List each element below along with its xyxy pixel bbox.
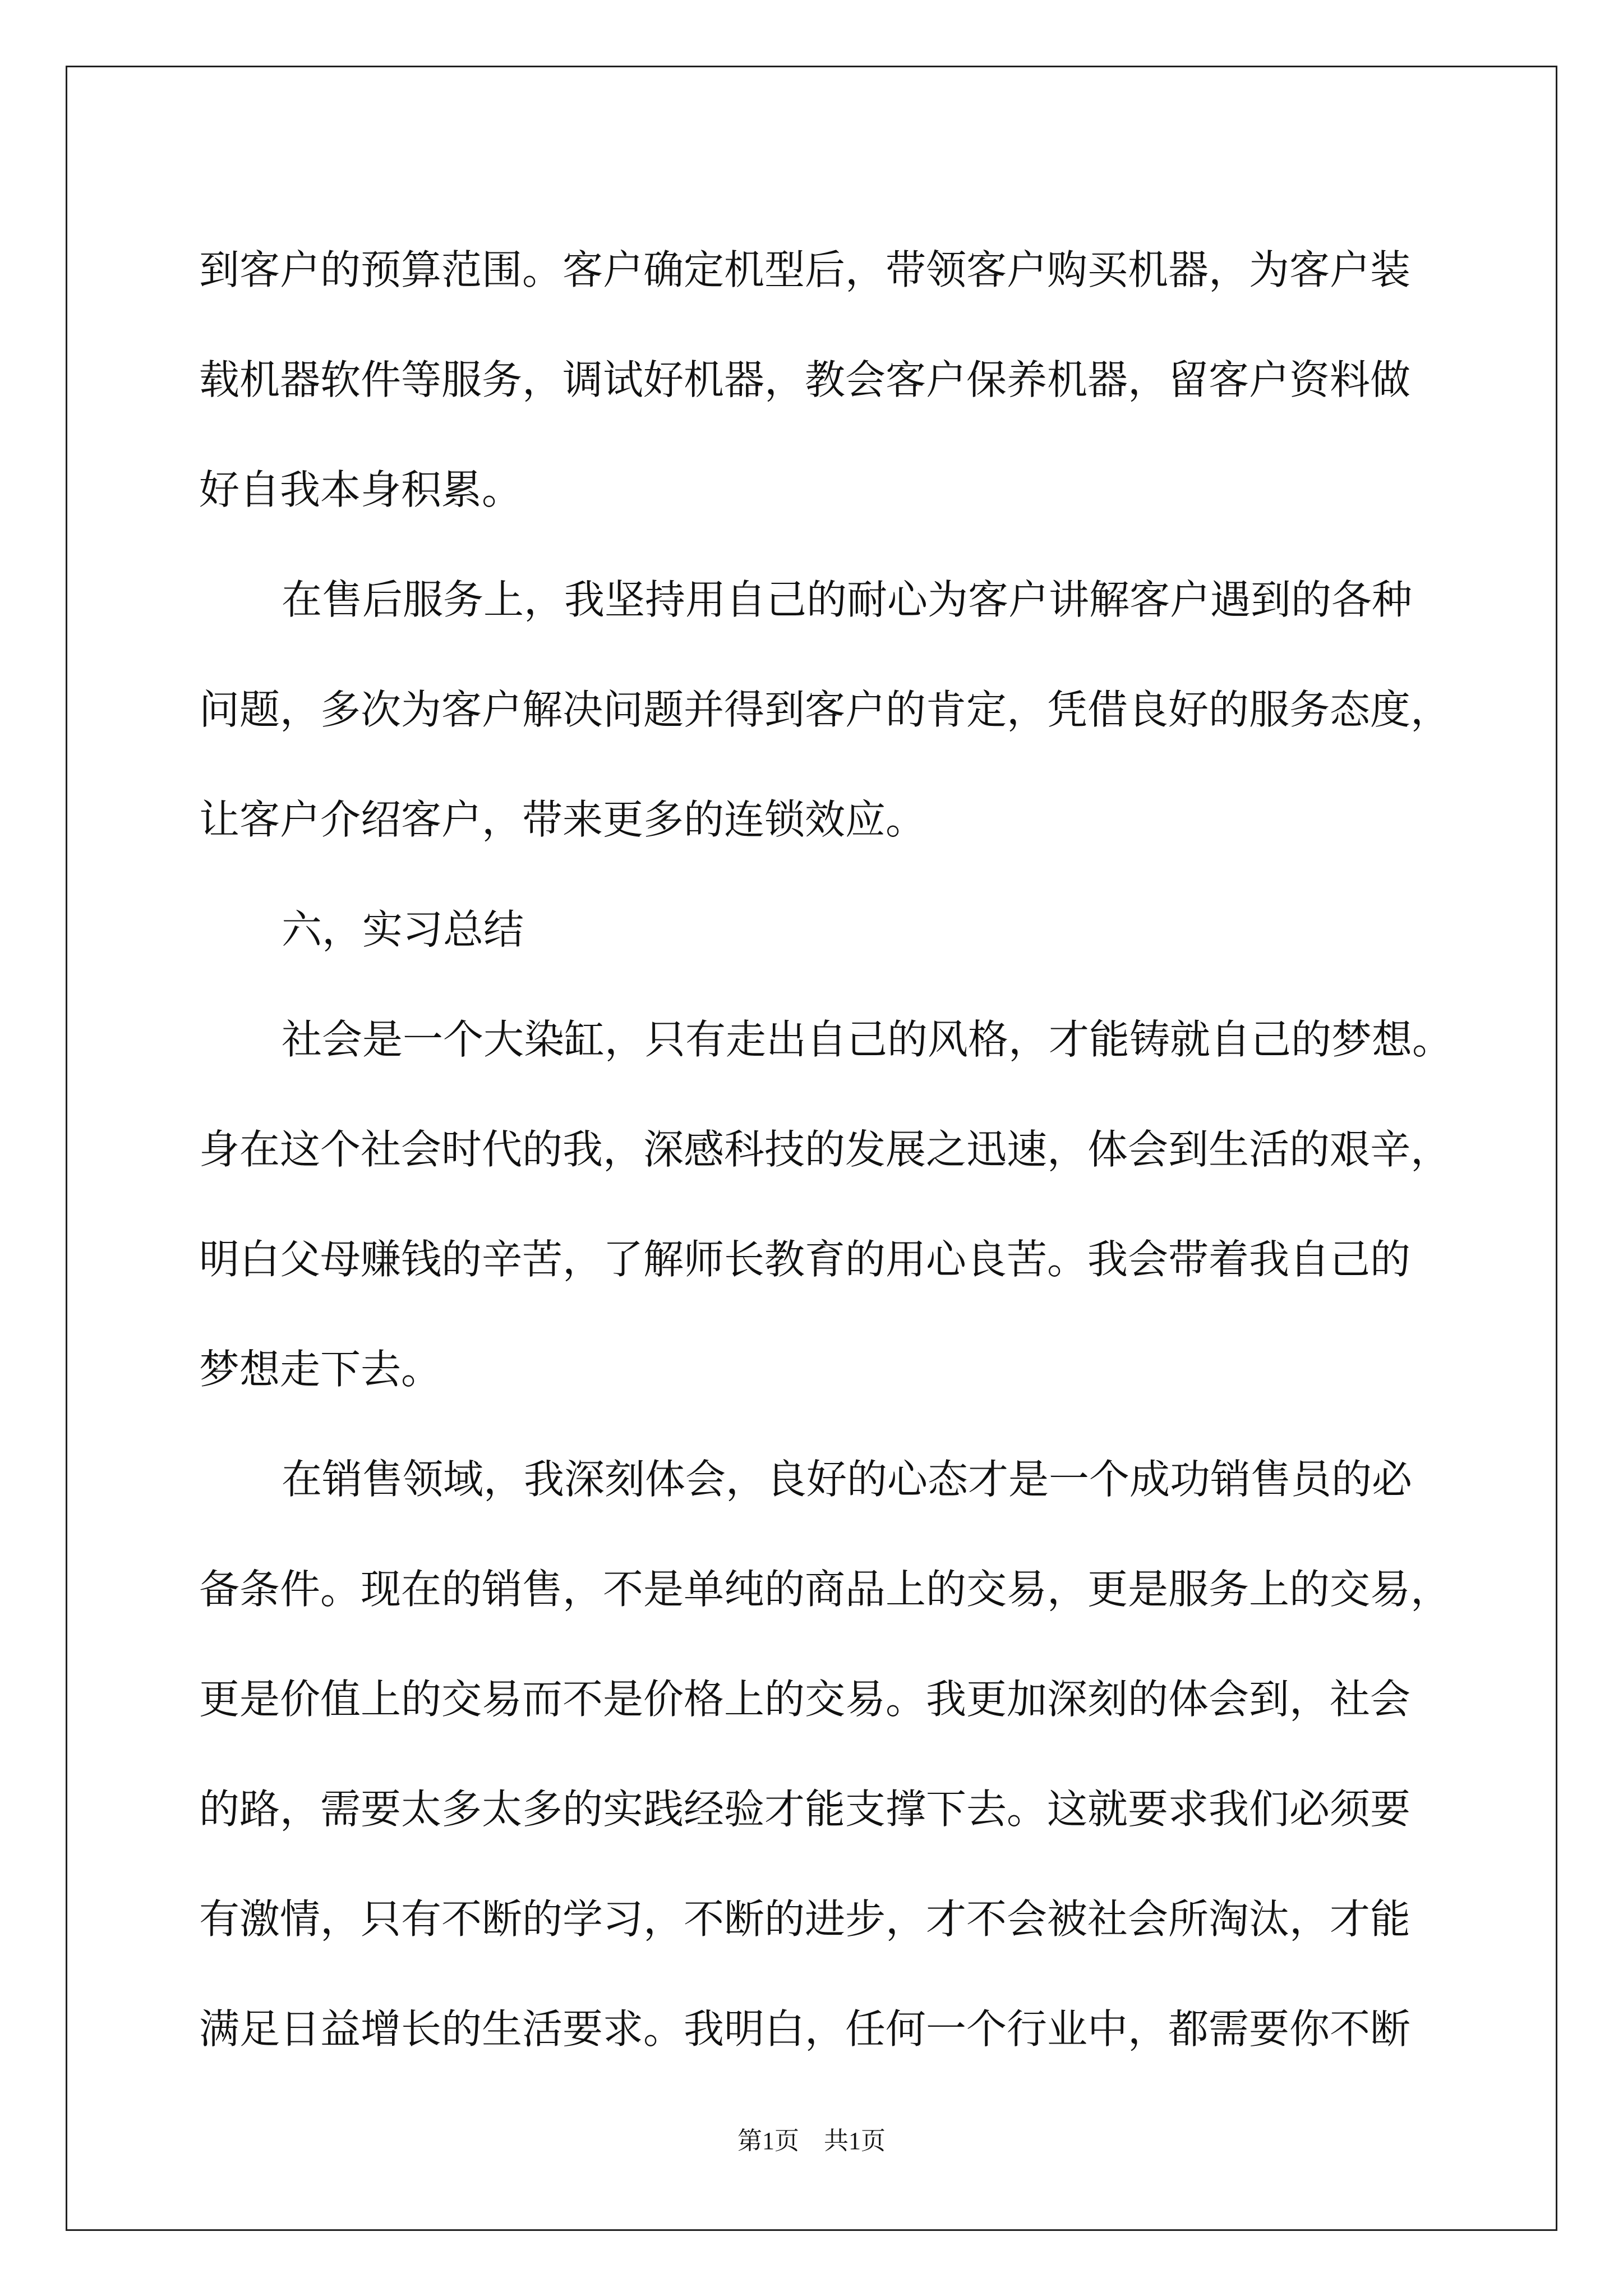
paragraph-start-line: 在销售领域，我深刻体会，良好的心态才是一个成功销售员的必 xyxy=(282,1456,1413,1503)
text-line: 备条件。现在的销售，不是单纯的商品上的交易，更是服务上的交易， xyxy=(199,1566,1451,1613)
page-number-footer: 第1页 共1页 xyxy=(737,2127,886,2155)
text-line: 梦想走下去。 xyxy=(199,1346,442,1393)
text-line: 载机器软件等服务，调试好机器，教会客户保养机器，留客户资料做 xyxy=(199,356,1411,403)
text-line: 让客户介绍客户，带来更多的连锁效应。 xyxy=(199,796,926,843)
text-line: 的路，需要太多太多的实践经验才能支撑下去。这就要求我们必须要 xyxy=(199,1786,1411,1833)
section-heading: 六，实习总结 xyxy=(282,906,524,953)
paragraph-start-line: 社会是一个大染缸，只有走出自己的风格，才能铸就自己的梦想。 xyxy=(282,1016,1453,1063)
text-line: 满足日益增长的生活要求。我明白，任何一个行业中，都需要你不断 xyxy=(199,2005,1411,2053)
text-line: 问题，多次为客户解决问题并得到客户的肯定，凭借良好的服务态度， xyxy=(199,686,1451,733)
text-line: 更是价值上的交易而不是价格上的交易。我更加深刻的体会到，社会 xyxy=(199,1676,1411,1723)
document-body xyxy=(199,215,1453,2084)
text-line: 有激情，只有不断的学习，不断的进步，才不会被社会所淘汰，才能 xyxy=(199,1895,1411,1943)
text-line: 好自我本身积累。 xyxy=(199,466,523,513)
text-line: 明白父母赚钱的辛苦，了解师长教育的用心良苦。我会带着我自己的 xyxy=(199,1236,1411,1283)
paragraph-start-line: 在售后服务上，我坚持用自己的耐心为客户讲解客户遇到的各种 xyxy=(282,576,1413,623)
text-line: 身在这个社会时代的我，深感科技的发展之迅速，体会到生活的艰辛， xyxy=(199,1126,1451,1173)
text-line: 到客户的预算范围。客户确定机型后，带领客户购买机器，为客户装 xyxy=(199,246,1411,293)
